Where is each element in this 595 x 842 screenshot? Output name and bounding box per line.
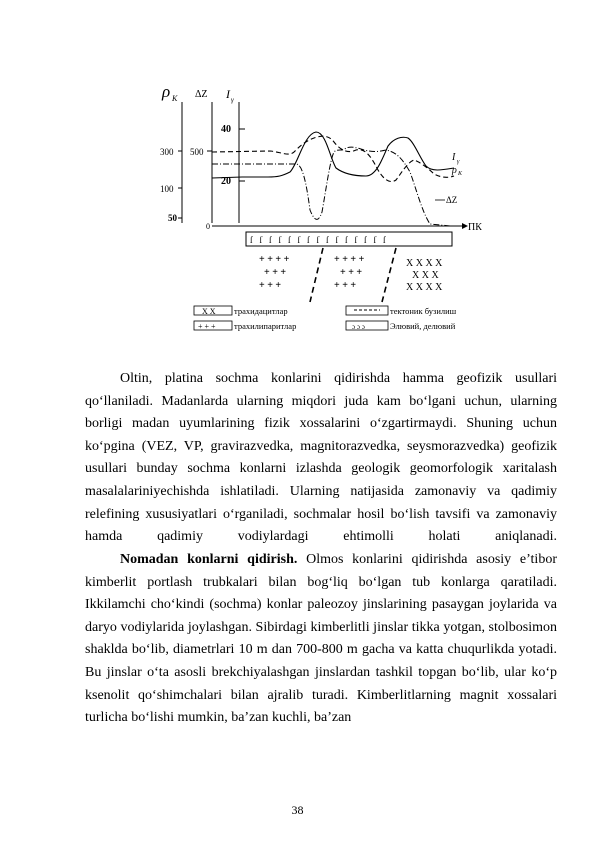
legend-swatch-eluvial-pattern: ɔ ɔ ɔ — [352, 323, 365, 331]
delta-z-axis-label: ΔZ — [195, 89, 208, 100]
curve-label-rho-sub: К — [458, 171, 462, 177]
paragraph-body-nonmetal-search: Olmos konlarini qidirishda asosiy e’tibor kimberlit portlash trubkalari bilan bog‘liq bo‘lgan tub konlarga qaratiladi. Ikkilamchi cho‘kindi (sochma) konlar paleozoy jinslarining pasaygan joylarida va daryo vodiylarida joylashgan. Sibirdagi kimberlitli jinslar tikka yotgan, stolbosimon shaklda bo‘lib, diametrlari 10 m dan 700-800 m gacha va katta chuqurlikda yotadi. Bu jinslar o‘ta asosli brekchiyalashgan jinslardan tashkil topgan bo‘lib, ular ko‘p ksenolit qo‘shimchalari bilan ajralib turadi. Kimberlitlarning magnit xossalari turlicha bo‘lishi mumkin, ba’zan kuchli, ba’zan — [85, 552, 557, 726]
paragraph-nonmetal-search — [85, 549, 557, 730]
trachyliparite-body-left — [259, 254, 290, 291]
tick-label-zero: 0 — [206, 222, 210, 231]
iy-axis-label: I — [226, 87, 230, 101]
tick-label-rho-100: 100 — [160, 184, 174, 194]
tick-label-rho-300: 300 — [160, 147, 174, 157]
svg-text:+ + + +: + + + + — [259, 254, 290, 265]
legend-label-trachydacites: трахидацитлар — [234, 306, 288, 316]
tick-label-iy-40: 40 — [221, 124, 231, 135]
tick-label-rho-50: 50 — [168, 213, 177, 223]
geophysical-profile-figure — [150, 80, 490, 340]
svg-text:+ + + +: + + + + — [334, 254, 365, 265]
legend-swatch-trachyliparites-pattern: + + + — [198, 322, 216, 331]
trachydacite-body-right — [406, 258, 443, 293]
svg-text:X X X X: X X X X — [406, 282, 443, 293]
svg-text:+ + +: + + + — [259, 280, 282, 291]
tectonic-fault-2 — [382, 248, 396, 302]
tick-label-iy-20: 20 — [221, 176, 231, 187]
iy-axis-subscript: γ — [231, 96, 234, 104]
svg-text:X X X X: X X X X — [406, 258, 443, 269]
delta-z-curve — [212, 147, 450, 226]
rho-k-curve — [212, 136, 454, 181]
svg-text:+ + +: + + + — [334, 280, 357, 291]
page-number: 38 — [291, 803, 304, 817]
svg-text:+ + +: + + + — [264, 267, 287, 278]
paragraph-heading-nonmetal-search: Nomadan konlarni qidirish. — [120, 552, 298, 567]
curve-label-rho: ρ — [452, 165, 457, 176]
rho-axis-subscript: К — [172, 94, 178, 103]
curve-label-delta-z: ΔZ — [446, 195, 458, 205]
curve-label-iy-sub: γ — [457, 159, 460, 165]
trachyliparite-body-middle — [334, 254, 365, 291]
legend-label-trachyliparites: трахилипаритлар — [234, 321, 297, 331]
svg-text:X X X: X X X — [412, 270, 439, 281]
legend-swatch-trachydacites-pattern: X X — [202, 307, 216, 316]
legend-label-eluvial: Элювий, делювий — [390, 321, 456, 331]
curve-label-iy: I — [452, 152, 456, 163]
legend-label-tectonic: тектоник бузилиш — [390, 306, 457, 316]
rho-axis-label: ρ — [162, 82, 171, 101]
svg-text:+ + +: + + + — [340, 267, 363, 278]
tick-label-dz-500: 500 — [190, 147, 204, 157]
eluvium-band-pattern: ſſſſſſſſſſſſſſſ — [250, 235, 393, 245]
tectonic-fault-1 — [310, 248, 323, 302]
profile-axis-label: ПК — [468, 222, 482, 233]
paragraph-placer-methods: Oltin, platina sochma konlarini qidirishda hamma geofizik usullari qo‘llaniladi. Madanlarda ularning miqdori juda kam bo‘lgani uchun, ularning borligi madan uyumlarining fizik xossalarini o‘zgartirmaydi. Shuning uchun ko‘pgina (VEZ, VP, gravirazvedka, magnitorazvedka, seysmorazvedka) geofizik usullari bunday sochma konlarni izlashda geologik geomorfologik xaritalash masalalariniyechishda ishlatiladi. Ularning natijasida zamonaviy va qadimiy relefining xususiyatlari o‘rganiladi, sochmalar hosil bo‘lish tavsifi va zamonaviy hamda qadimiy vodiylardagi ehtimolli holati aniqlanadi. — [85, 371, 557, 545]
